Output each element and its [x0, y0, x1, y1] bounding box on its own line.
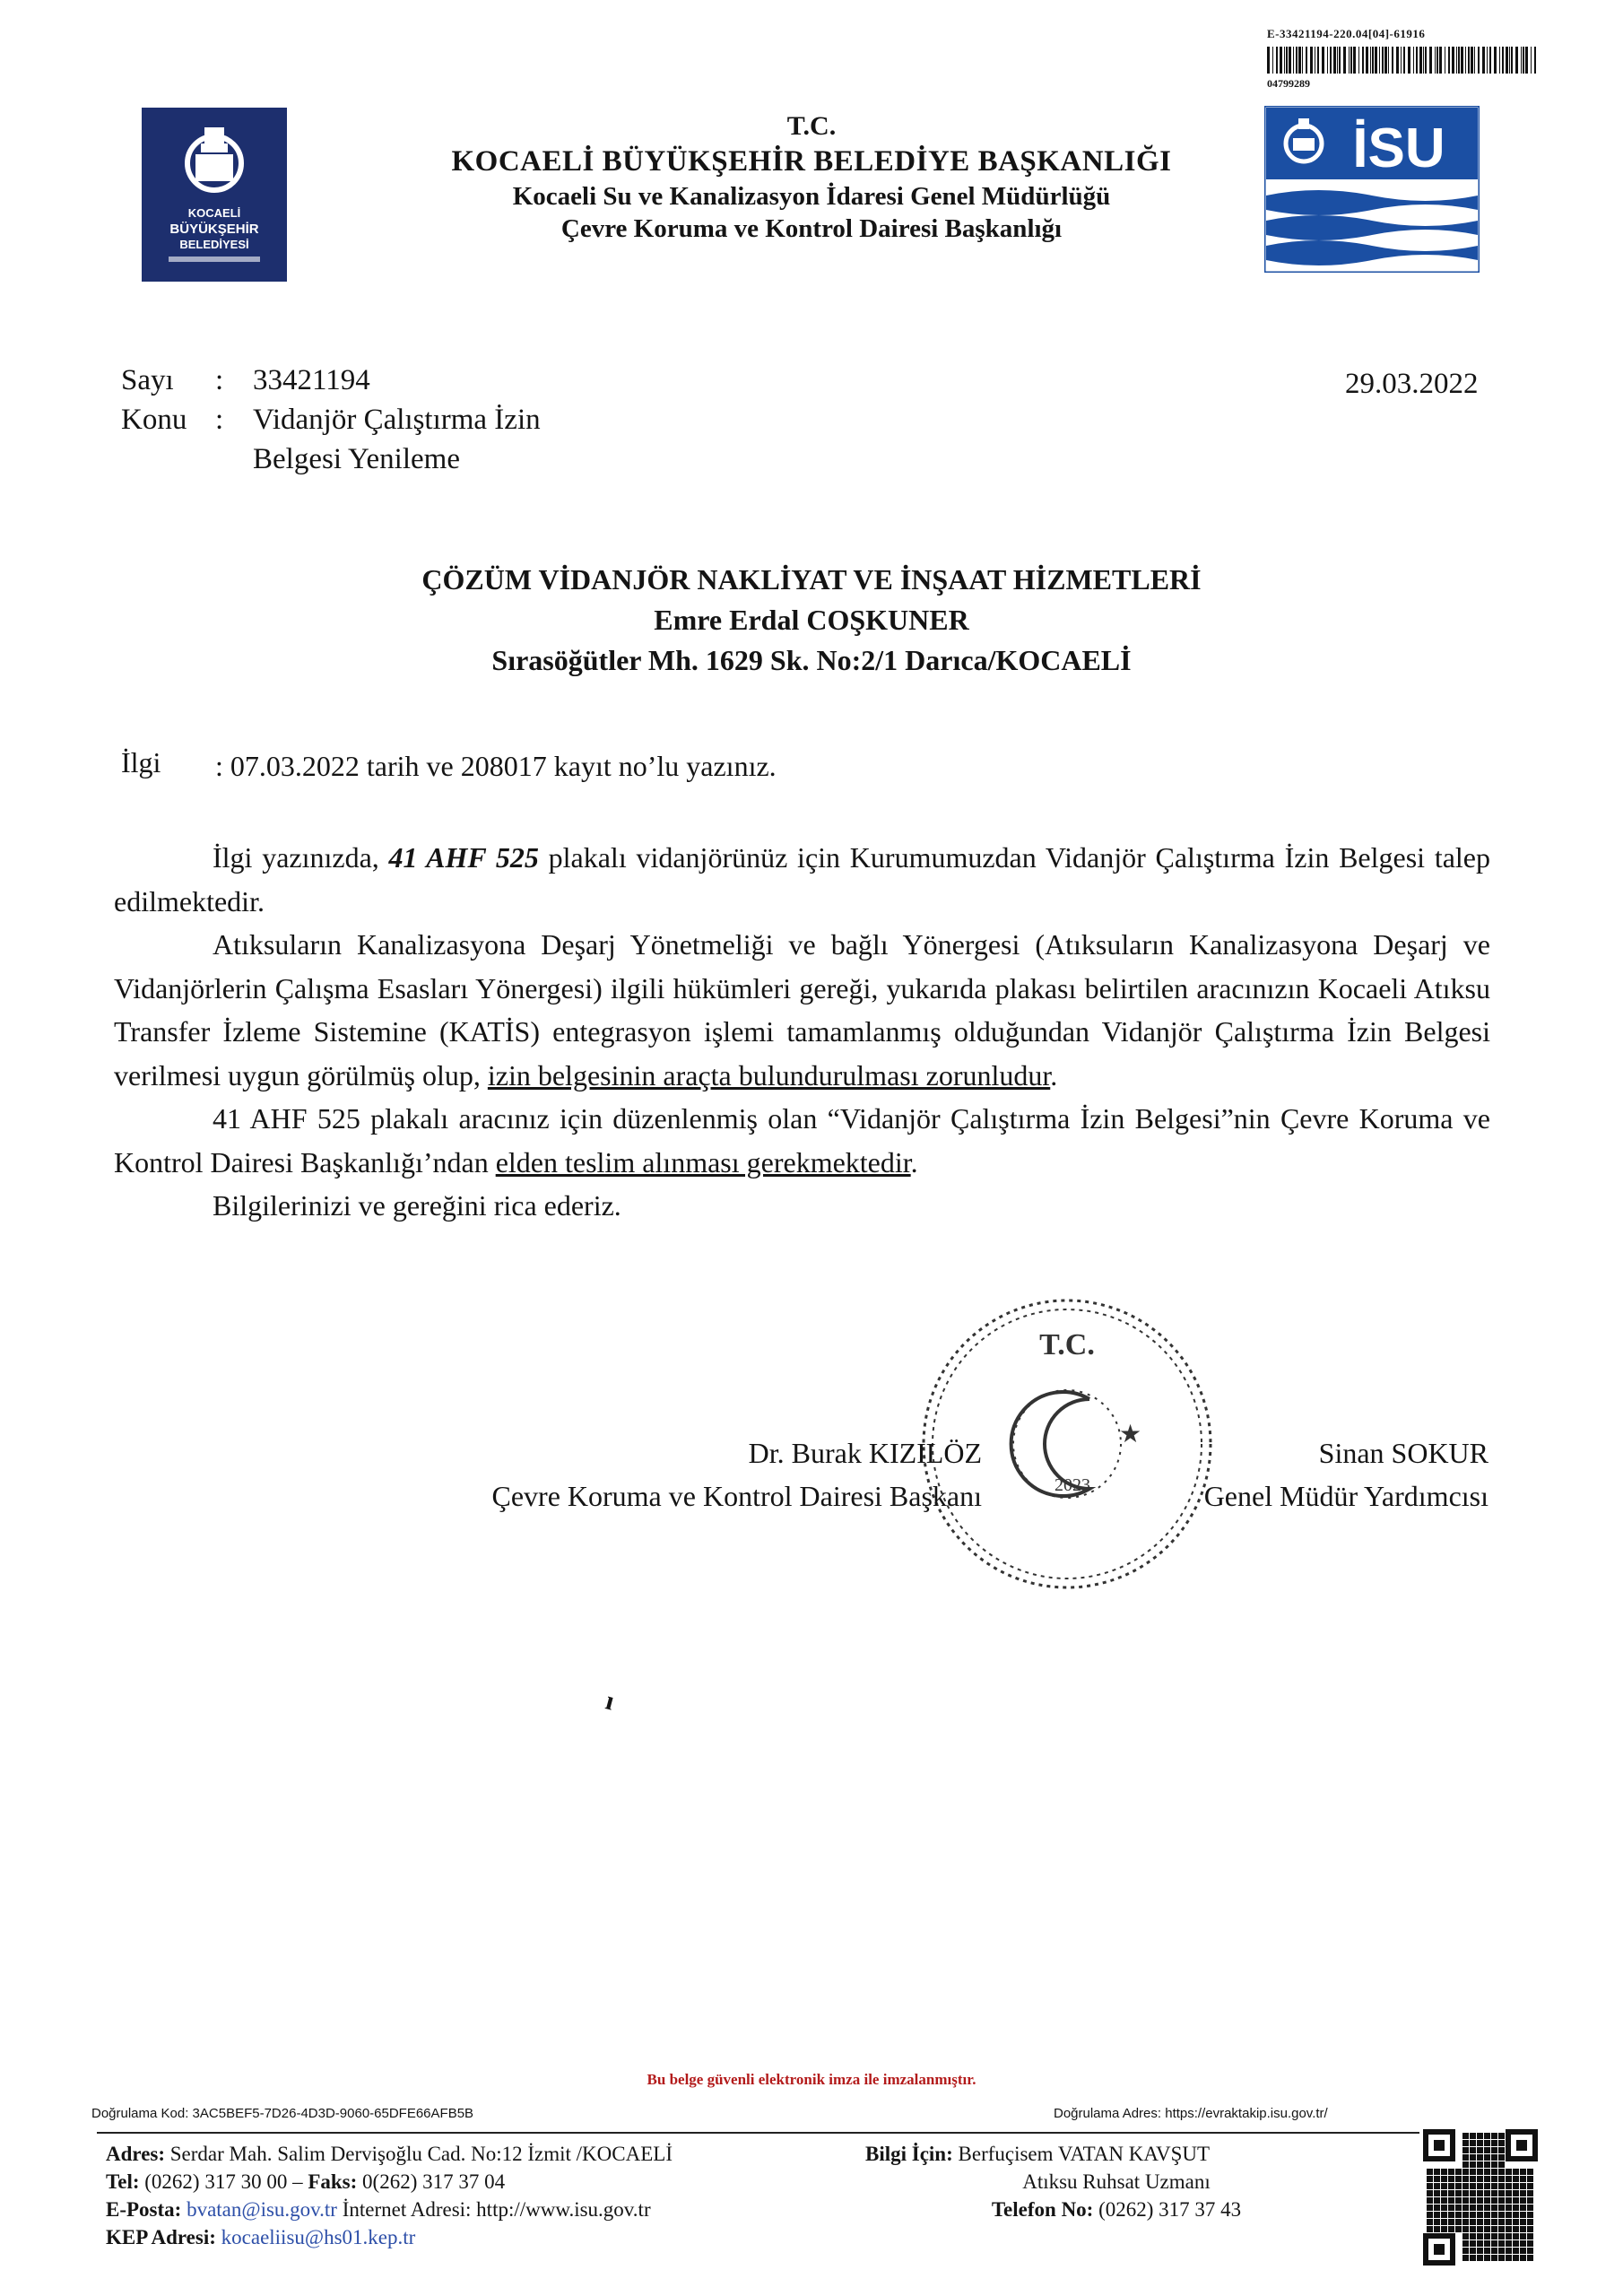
barcode-number: 04799289: [1267, 77, 1310, 90]
kep-link[interactable]: kocaeliisu@hs01.kep.tr: [215, 2226, 416, 2248]
footer-address: Adres: Serdar Mah. Salim Dervişoğlu Cad. No:12 İzmit /KOCAELİ: [106, 2143, 673, 2165]
letterhead: [314, 109, 1309, 245]
header-department: Çevre Koruma ve Kontrol Dairesi Başkanlığı: [560, 214, 1063, 243]
verification-url[interactable]: Doğrulama Adres: https://evraktakip.isu.gov.tr/: [1054, 2106, 1328, 2121]
body-paragraph-4: Bilgilerinizi ve gereğini rica ederiz.: [213, 1189, 621, 1222]
footer-divider: [97, 2132, 1419, 2134]
svg-text:★: ★: [1119, 1421, 1142, 1448]
konu-line2: Belgesi Yenileme: [253, 443, 460, 475]
website-link[interactable]: İnternet Adresi: http://www.isu.gov.tr: [336, 2198, 651, 2221]
sayi-value: 33421194: [253, 364, 370, 396]
konu-label: Konu: [121, 404, 187, 436]
footer-contact: [106, 2140, 673, 2251]
signature-right: [1157, 1431, 1488, 1518]
signer-right-title: Genel Müdür Yardımcısı: [1203, 1480, 1488, 1512]
document-date: 29.03.2022: [1345, 368, 1479, 400]
signer-left-name: Dr. Burak KIZILÖZ: [748, 1437, 982, 1469]
konu-colon: :: [215, 404, 224, 436]
header-municipality: KOCAELİ BÜYÜKŞEHİR BELEDİYE BAŞKANLIĞI: [451, 144, 1172, 178]
addressee-person: Emre Erdal COŞKUNER: [654, 604, 969, 636]
ilgi-value: : 07.03.2022 tarih ve 208017 kayıt no’lu yazınız.: [215, 750, 777, 782]
signature-left: [484, 1431, 982, 1518]
letter-body: [114, 836, 1490, 1228]
footer-info: [865, 2140, 1367, 2223]
body-paragraph-3: 41 AHF 525 plakalı aracınız için düzenlenmiş olan “Vidanjör Çalıştırma İzin Belgesi”nin Çevre Koruma ve Kontrol Dairesi Başkanlığı’ndan elden teslim alınması gerekmektedir.: [114, 1102, 1490, 1178]
ilgi-label: İlgi: [121, 746, 161, 778]
kocaeli-logo-line2: BÜYÜKŞEHİR: [169, 222, 259, 237]
qr-code-icon: [1423, 2129, 1538, 2266]
pen-mark-icon: ı: [603, 1685, 618, 1717]
footer-email-web: E-Posta: bvatan@isu.gov.tr İnternet Adresi: http://www.isu.gov.tr: [106, 2198, 651, 2221]
email-link[interactable]: bvatan@isu.gov.tr: [181, 2198, 337, 2221]
footer-info-title: Atıksu Ruhsat Uzmanı: [1022, 2170, 1211, 2193]
header-tc: T.C.: [786, 111, 837, 141]
signer-left-title: Çevre Koruma ve Kontrol Dairesi Başkanı: [491, 1480, 982, 1512]
header-directorate: Kocaeli Su ve Kanalizasyon İdaresi Genel Müdürlüğü: [512, 181, 1111, 211]
sayi-colon: :: [215, 364, 224, 396]
barcode-icon: [1267, 47, 1540, 74]
seal-year: 2023: [1055, 1475, 1090, 1495]
body-paragraph-2: Atıksuların Kanalizasyona Deşarj Yönetmeliği ve bağlı Yönergesi (Atıksuların Kanalizasyona Deşarj ve Vidanjörlerin Çalışma Esasları Yönergesi) ilgili hükümleri gereği, yukarıda plakası belirtilen aracınızın Kocaeli Atıksu Transfer İzleme Sistemine (KATİS) entegrasyon işlemi tamamlanmış olduğundan Vidanjör Çalıştırma İzin Belgesi verilmesi uygun görülmüş olup, izin belgesinin araçta bulundurulması zorunludur.: [114, 928, 1490, 1091]
konu-line1: Vidanjör Çalıştırma İzin: [253, 404, 541, 436]
isu-logo-text: İSU: [1352, 117, 1445, 179]
body-paragraph-1: İlgi yazınızda, 41 AHF 525 plakalı vidanjörünüz için Kurumumuzdan Vidanjör Çalıştırma İzin Belgesi talep edilmektedir.: [114, 841, 1491, 918]
signer-right-name: Sinan SOKUR: [1318, 1437, 1488, 1469]
kocaeli-logo-line1: KOCAELİ: [187, 206, 241, 220]
footer-kep: KEP Adresi: kocaeliisu@hs01.kep.tr: [106, 2226, 416, 2248]
plate-number: 41 AHF 525: [388, 841, 539, 874]
barcode-code: E-33421194-220.04[04]-61916: [1267, 27, 1426, 40]
sayi-label: Sayı: [121, 364, 174, 396]
underlined-requirement: izin belgesinin araçta bulundurulması zorunludur: [487, 1058, 1051, 1091]
footer-phone-fax: Tel: (0262) 317 30 00 – Faks: 0(262) 317 37 04: [106, 2170, 506, 2193]
konu-value: [253, 400, 629, 479]
verification-code: Doğrulama Kod: 3AC5BEF5-7D26-4D3D-9060-65DFE66AFB5B: [91, 2106, 474, 2121]
addressee-address: Sırasöğütler Mh. 1629 Sk. No:2/1 Darıca/KOCAELİ: [491, 644, 1132, 676]
addressee-block: [269, 560, 1354, 681]
kocaeli-logo: [142, 108, 287, 282]
seal-center-text: T.C.: [1039, 1328, 1095, 1361]
underlined-delivery: elden teslim alınması gerekmektedir: [495, 1145, 911, 1178]
footer-info-person: Bilgi İçin: Berfuçisem VATAN KAVŞUT: [865, 2143, 1211, 2165]
kocaeli-logo-line3: BELEDİYESİ: [179, 238, 249, 251]
footer-info-phone: Telefon No: (0262) 317 37 43: [991, 2198, 1242, 2221]
addressee-company: ÇÖZÜM VİDANJÖR NAKLİYAT VE İNŞAAT HİZMETLERİ: [421, 563, 1202, 596]
e-signature-note: Bu belge güvenli elektronik imza ile imzalanmıştır.: [647, 2071, 976, 2088]
